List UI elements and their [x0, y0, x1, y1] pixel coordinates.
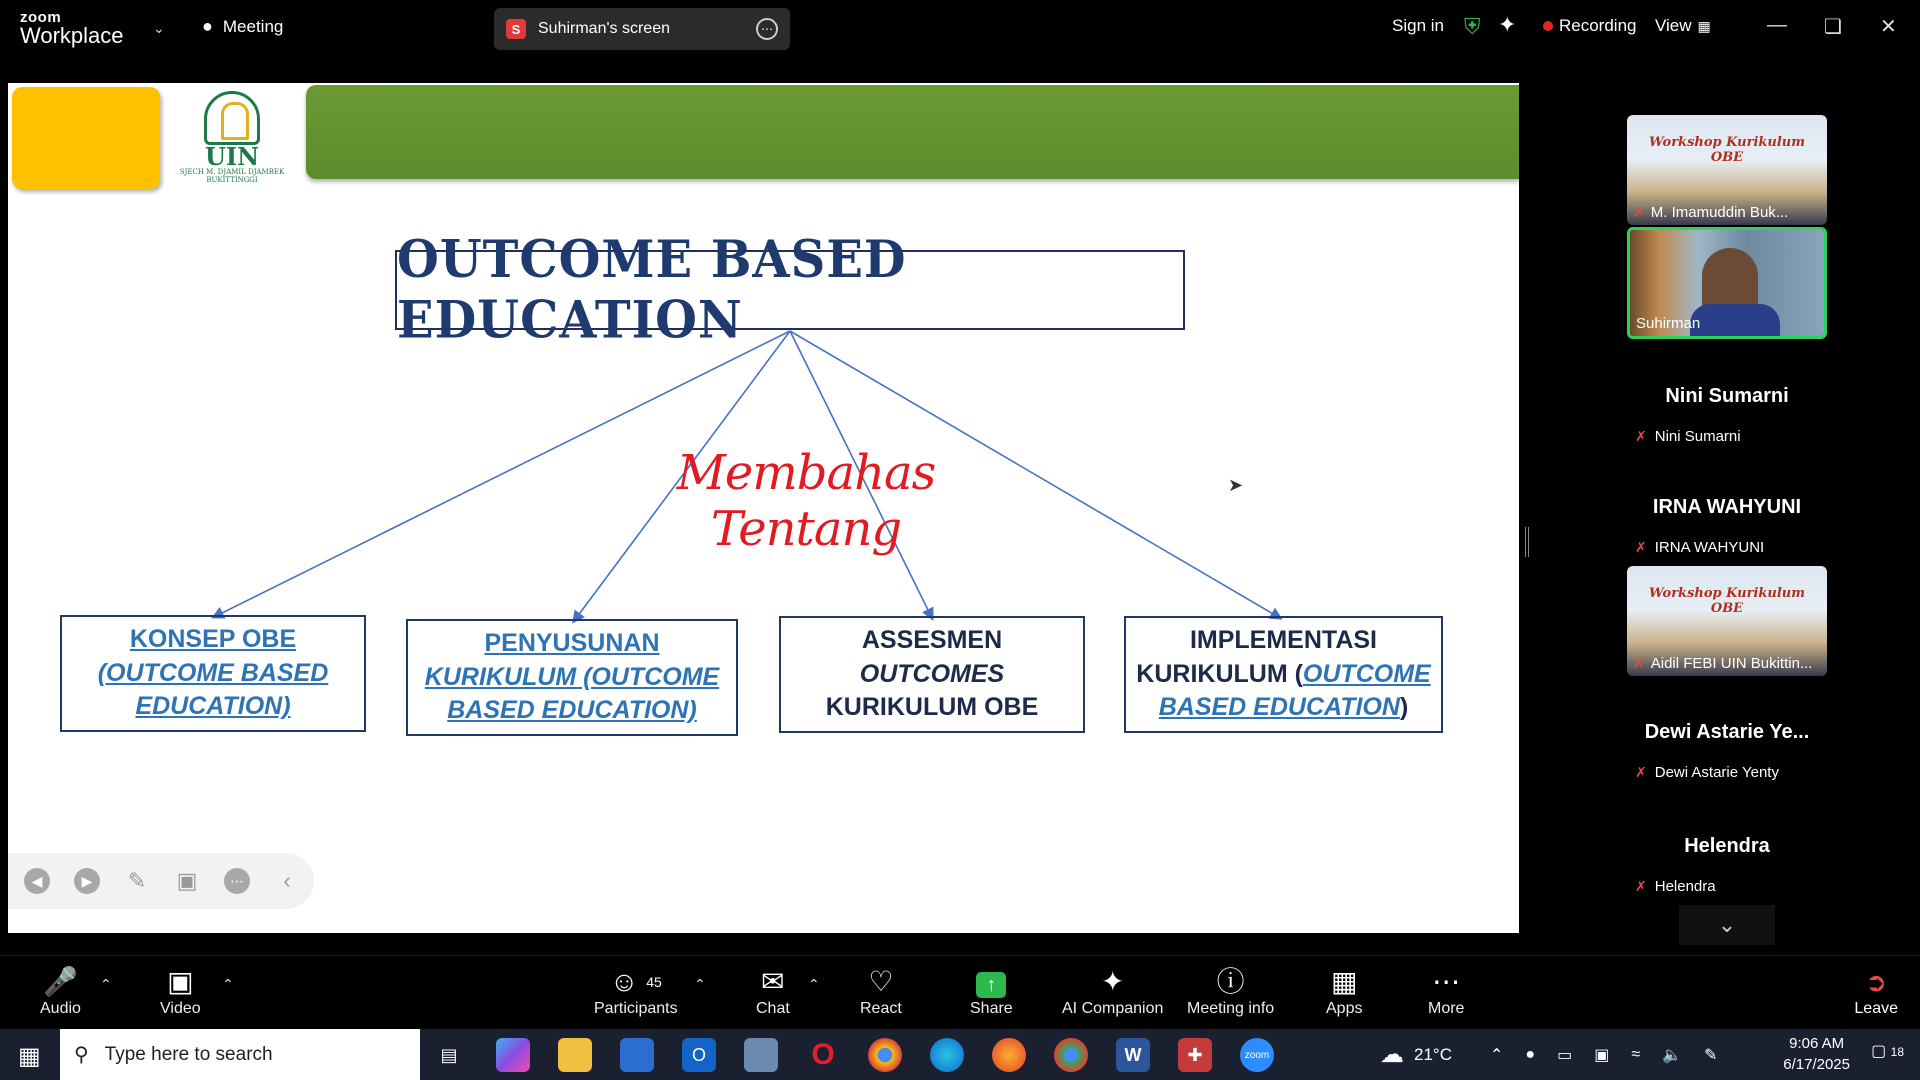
ai-companion-label: AI Companion — [1062, 1000, 1164, 1017]
screen-avatar-badge: S — [506, 19, 526, 39]
box1-line3: EDUCATION) — [135, 692, 291, 721]
ai-sparkle-icon: ✦ — [1100, 966, 1125, 997]
uin-logo-subtitle: SJECH M. DJAMIL DJAMBEK BUKITTINGGI — [179, 168, 285, 184]
copilot-icon[interactable] — [496, 1038, 530, 1072]
previous-slide-icon[interactable]: ◀ — [24, 868, 50, 894]
muted-mic-icon: ✗ — [1635, 764, 1647, 780]
box4-line2-a: KURIKULUM ( — [1136, 659, 1303, 688]
video-tile-participant[interactable] — [1627, 566, 1827, 676]
box3-line2: OUTCOMES — [859, 659, 1005, 688]
muted-mic-icon: 🎤 — [43, 966, 78, 997]
chevron-down-icon[interactable]: ⌄ — [153, 20, 165, 36]
participants-label: Participants — [594, 1000, 678, 1017]
meeting-controls-toolbar — [0, 955, 1920, 1029]
grid-view-icon: ▦ — [1697, 17, 1711, 34]
workshop-banner-text: Workshop Kurikulum OBE — [1649, 586, 1805, 616]
participant-name: M. Imamuddin Buk... — [1650, 204, 1789, 221]
audio-label: Audio — [40, 1000, 81, 1017]
notifications-button[interactable] — [1871, 1041, 1904, 1061]
chrome-profile-icon[interactable] — [1054, 1038, 1088, 1072]
meeting-label: Meeting — [222, 16, 284, 36]
share-arrow-icon: ↑ — [976, 972, 1006, 998]
leave-icon: ➲ — [1865, 967, 1888, 997]
volume-icon[interactable]: 🔈 — [1662, 1046, 1683, 1064]
box4-line2-b: OUTCOME — [1302, 659, 1431, 688]
recording-indicator[interactable] — [1543, 16, 1637, 36]
search-icon: ⚲ — [74, 1044, 89, 1066]
participants-count: 45 — [646, 974, 662, 990]
participant-name: Suhirman — [1636, 315, 1701, 332]
file-explorer-icon[interactable] — [558, 1038, 592, 1072]
shared-screen-indicator[interactable] — [494, 8, 790, 50]
gallery-scroll-down-icon[interactable]: ⌄ — [1679, 905, 1775, 945]
recording-label: Recording — [1559, 16, 1637, 35]
concept-box-4 — [1124, 616, 1443, 733]
more-icon[interactable]: ⋯ — [224, 868, 250, 894]
audio-button[interactable] — [40, 964, 81, 1018]
participant-name: IRNA WAHYUNI — [1654, 539, 1765, 556]
chrome-icon[interactable] — [868, 1038, 902, 1072]
taskbar-clock[interactable] — [1783, 1033, 1850, 1075]
weather-temp: 21°C — [1414, 1044, 1452, 1064]
muted-mic-icon: ✗ — [1635, 428, 1647, 444]
participant-display-name: IRNA WAHYUNI — [1652, 496, 1802, 518]
pen-icon[interactable]: ✎ — [1704, 1046, 1718, 1064]
chat-icon: ✉ — [761, 966, 785, 997]
participant-name-tag — [1633, 655, 1812, 672]
more-button[interactable] — [1428, 964, 1464, 1018]
edge-icon[interactable] — [930, 1038, 964, 1072]
box4-line1: IMPLEMENTASI — [1189, 625, 1378, 654]
more-icon: ⋯ — [1432, 966, 1461, 997]
video-camera-icon: ▣ — [167, 966, 194, 997]
chat-button[interactable] — [756, 964, 790, 1018]
zoom-app-icon[interactable]: zoom — [1240, 1038, 1274, 1072]
microsoft-store-icon[interactable] — [620, 1038, 654, 1072]
slide-script-text: Membahas Tentang — [676, 445, 936, 557]
search-placeholder: Type here to search — [104, 1043, 273, 1065]
video-label: Video — [160, 1000, 201, 1017]
video-button[interactable] — [160, 964, 201, 1018]
windows-taskbar — [0, 1029, 1920, 1080]
cloud-icon: ☁ — [1380, 1041, 1404, 1068]
participant-display-name: Dewi Astarie Ye... — [1644, 721, 1810, 743]
view-button[interactable] — [1655, 16, 1711, 36]
participant-name: Dewi Astarie Yenty — [1654, 764, 1779, 781]
chat-options-chevron-icon[interactable]: ⌃ — [808, 976, 820, 992]
restore-icon[interactable]: ❏ — [1824, 16, 1842, 38]
zoom-workplace-logo — [20, 10, 124, 47]
box4-line3-a: BASED EDUCATION — [1158, 693, 1400, 722]
video-tile-active-speaker[interactable] — [1627, 227, 1827, 339]
clock-date: 6/17/2025 — [1783, 1056, 1850, 1073]
video-options-chevron-icon[interactable]: ⌃ — [222, 976, 234, 992]
close-icon[interactable]: ✕ — [1880, 16, 1897, 38]
apps-icon: ▦ — [1331, 966, 1358, 997]
leave-button[interactable] — [1854, 964, 1898, 1018]
firefox-icon[interactable] — [992, 1038, 1026, 1072]
box1-line2: (OUTCOME BASED — [97, 658, 329, 687]
collapse-icon[interactable]: ‹ — [283, 868, 291, 893]
sign-in-label: Sign in — [1392, 16, 1444, 35]
outlook-icon[interactable]: O — [682, 1038, 716, 1072]
next-slide-icon[interactable]: ▶ — [74, 868, 100, 894]
box4-line3-b: ) — [1399, 693, 1409, 722]
view-label: View — [1655, 16, 1692, 35]
concept-box-1 — [60, 615, 366, 732]
logo-small-text: zoom — [20, 9, 62, 26]
box2-line1: PENYUSUNAN — [484, 628, 660, 657]
apps-button[interactable] — [1326, 964, 1362, 1018]
participant-name-tag[interactable] — [1635, 428, 1741, 445]
weather-widget[interactable] — [1380, 1029, 1452, 1080]
pen-icon[interactable]: ✎ — [127, 868, 147, 893]
participant-name-tag — [1636, 315, 1700, 332]
participant-name: Helendra — [1654, 878, 1716, 895]
react-button[interactable] — [860, 964, 902, 1018]
box3-line3: KURIKULUM OBE — [825, 693, 1039, 722]
apps-label: Apps — [1326, 1000, 1363, 1017]
box4-line2 — [1136, 658, 1430, 692]
taskbar-search-box[interactable] — [60, 1029, 420, 1080]
more-options-icon[interactable]: ⋯ — [756, 18, 778, 40]
tray-expand-icon[interactable]: ⌃ — [1490, 1046, 1504, 1064]
muted-mic-icon: ✗ — [1635, 878, 1647, 894]
video-tile-participant[interactable] — [1627, 115, 1827, 225]
record-dot-icon — [1543, 21, 1553, 31]
pdf-app-icon[interactable]: ✚ — [1178, 1038, 1212, 1072]
logo-big-text: Workplace — [20, 23, 124, 48]
microphone-icon[interactable]: ● — [1525, 1045, 1536, 1063]
clock-time: 9:06 AM — [1789, 1035, 1845, 1052]
ai-companion-button[interactable] — [1062, 964, 1163, 1018]
box3-line1: ASSESMEN — [861, 625, 1003, 654]
participant-name-tag[interactable] — [1635, 878, 1716, 895]
desktop-app-icon[interactable] — [744, 1038, 778, 1072]
muted-mic-icon: ✗ — [1633, 655, 1645, 671]
shield-icon[interactable]: ⛨ — [1464, 14, 1481, 39]
battery-icon[interactable]: ▭ — [1557, 1046, 1573, 1064]
box2-line2: KURIKULUM (OUTCOME — [424, 662, 720, 691]
workshop-banner-text: Workshop Kurikulum OBE — [1649, 135, 1805, 165]
participant-name: Nini Sumarni — [1654, 428, 1741, 445]
participant-display-name: Nini Sumarni — [1665, 385, 1789, 407]
concept-box-2 — [406, 619, 738, 736]
panel-splitter-handle[interactable] — [1525, 527, 1529, 557]
muted-mic-icon: ✗ — [1633, 204, 1645, 220]
uin-logo-text: UIN — [204, 142, 260, 171]
system-tray — [1490, 1029, 1717, 1080]
zoom-focus-icon[interactable]: ▣ — [176, 868, 198, 893]
word-icon[interactable]: W — [1116, 1038, 1150, 1072]
participant-name-tag[interactable] — [1635, 539, 1764, 556]
paw-icon: ● — [202, 16, 213, 36]
leave-label: Leave — [1854, 1000, 1898, 1017]
wifi-icon[interactable]: ≈ — [1631, 1045, 1641, 1063]
opera-icon[interactable]: O — [811, 1038, 835, 1071]
slideshow-toolbar — [8, 853, 314, 909]
minimize-icon[interactable]: — — [1767, 14, 1787, 36]
more-label: More — [1428, 1000, 1465, 1017]
windows-start-icon[interactable]: ▦ — [18, 1043, 41, 1070]
info-icon: ⓘ — [1216, 966, 1245, 997]
react-label: React — [860, 1000, 902, 1017]
box2-line3: BASED EDUCATION) — [447, 696, 697, 725]
camera-icon[interactable]: ▣ — [1594, 1046, 1610, 1064]
slide-title: OUTCOME BASED EDUCATION — [397, 229, 907, 351]
participant-name-tag[interactable] — [1635, 764, 1779, 781]
muted-mic-icon: ✗ — [1635, 539, 1647, 555]
meeting-info-label: Meeting info — [1187, 1000, 1275, 1017]
top-bar — [0, 0, 1920, 56]
shared-screen-view — [8, 83, 1519, 933]
ai-sparkle-icon[interactable]: ✦ — [1498, 12, 1517, 37]
share-label: Share — [970, 1000, 1013, 1017]
sign-in-button[interactable] — [1392, 16, 1444, 36]
notification-count: 18 — [1890, 1045, 1904, 1059]
participants-button[interactable] — [594, 964, 678, 1018]
participants-icon: ☺ $^{45}$ — [609, 966, 662, 997]
mouse-cursor-icon: ➤ — [1228, 475, 1244, 495]
chat-label: Chat — [756, 1000, 790, 1017]
heart-icon: ♡ — [868, 966, 894, 997]
task-view-icon[interactable]: ▤ — [440, 1044, 458, 1065]
screen-label: Suhirman's screen — [538, 20, 670, 37]
notification-icon: ▢ — [1871, 1043, 1887, 1060]
meeting-info-button[interactable] — [1187, 964, 1274, 1018]
audio-options-chevron-icon[interactable]: ⌃ — [100, 976, 112, 992]
box1-line1: KONSEP OBE — [129, 624, 297, 653]
concept-box-3 — [779, 616, 1085, 733]
box4-line3 — [1136, 691, 1430, 725]
participant-display-name: Helendra — [1684, 835, 1770, 857]
share-button[interactable] — [970, 964, 1013, 1018]
participants-options-chevron-icon[interactable]: ⌃ — [694, 976, 706, 992]
meeting-menu-button[interactable] — [202, 16, 283, 37]
participant-name: Aidil FEBI UIN Bukittin... — [1650, 655, 1813, 672]
speaker-shirt — [1690, 304, 1780, 339]
participant-name-tag — [1633, 204, 1788, 221]
